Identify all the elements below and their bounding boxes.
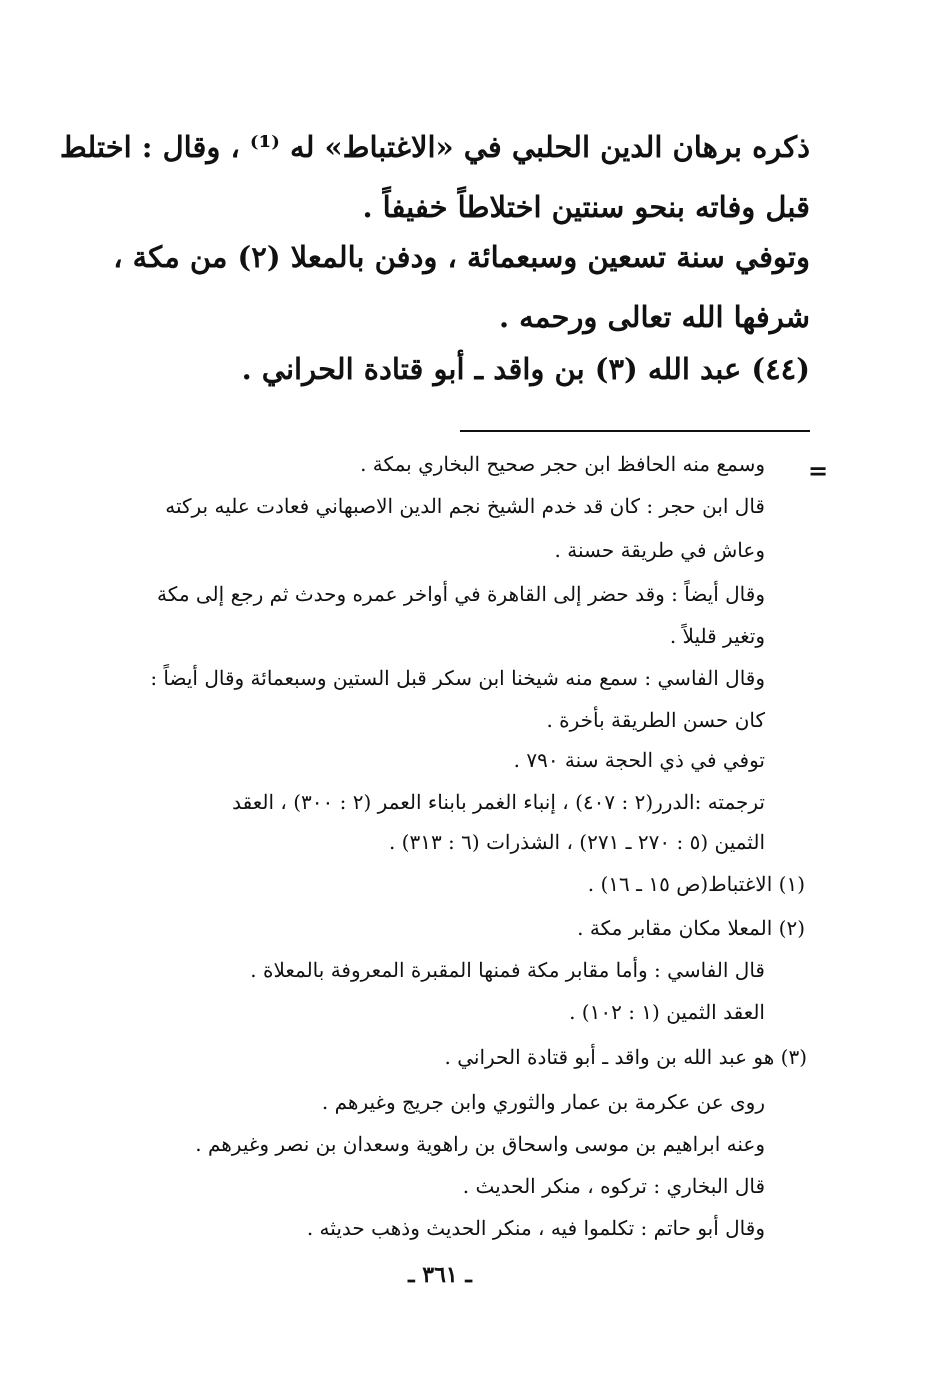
footnote-2: (٢) المعلا مكان مقابر مكة . — [577, 916, 805, 940]
main-text-line: وتوفي سنة تسعين وسبعمائة ، ودفن بالمعلا (٢) من مكة ، — [113, 240, 810, 274]
page-number: ـ ٣٦١ ـ — [408, 1262, 472, 1288]
footnote-line: وعنه ابراهيم بن موسى واسحاق بن راهوية وسعدان بن نصر وغيرهم . — [195, 1132, 765, 1156]
footnote-line: وقال أبو حاتم : تكلموا فيه ، منكر الحديث وذهب حديثه . — [306, 1216, 765, 1240]
footnote-line: وعاش في طريقة حسنة . — [554, 538, 765, 562]
main-text-line: ذكره برهان الدين الحلبي في «الاغتباط» له ⁽¹⁾ ، وقال : اختلط — [59, 130, 810, 164]
continuation-marker: = — [808, 456, 829, 485]
footnote-line: العقد الثمين (١ : ١٠٢) . — [569, 1000, 765, 1024]
footnote-line: قال الفاسي : وأما مقابر مكة فمنها المقبرة المعروفة بالمعلاة . — [250, 958, 765, 982]
footnote-line: قال البخاري : تركوه ، منكر الحديث . — [462, 1174, 765, 1198]
footnote-3: (٣) هو عبد الله بن واقد ـ أبو قتادة الحراني . — [444, 1045, 807, 1069]
main-text-line: شرفها الله تعالى ورحمه . — [498, 300, 810, 334]
footnote-line: روى عن عكرمة بن عمار والثوري وابن جريج وغيرهم . — [321, 1090, 765, 1114]
footnote-line: كان حسن الطريقة بأخرة . — [546, 708, 765, 732]
footnote-line: وسمع منه الحافظ ابن حجر صحيح البخاري بمكة . — [360, 452, 765, 476]
main-text-line: قبل وفاته بنحو سنتين اختلاطاً خفيفاً . — [362, 190, 810, 224]
footnote-line: توفي في ذي الحجة سنة ٧٩٠ . — [513, 748, 765, 772]
footnote-line: وتغير قليلاً . — [669, 624, 765, 648]
footnote-line: وقال أيضاً : وقد حضر إلى القاهرة في أواخر عمره وحدث ثم رجع إلى مكة — [157, 582, 765, 606]
footnote-line: الثمين (٥ : ٢٧٠ ـ ٢٧١) ، الشذرات (٦ : ٣١٣) . — [388, 830, 765, 854]
footnote-line: ترجمته :الدرر(٢ : ٤٠٧) ، إنباء الغمر بابناء العمر (٢ : ٣٠٠) ، العقد — [232, 790, 765, 814]
footnote-line: قال ابن حجر : كان قد خدم الشيخ نجم الدين الاصبهاني فعادت عليه بركته — [165, 494, 765, 518]
footnote-separator — [460, 430, 810, 432]
footnote-1: (١) الاغتباط(ص ١٥ ـ ١٦) . — [587, 872, 805, 896]
entry-heading: (٤٤) عبد الله (٣) بن واقد ـ أبو قتادة الحراني . — [241, 352, 810, 386]
footnote-line: وقال الفاسي : سمع منه شيخنا ابن سكر قبل الستين وسبعمائة وقال أيضاً : — [150, 666, 765, 690]
